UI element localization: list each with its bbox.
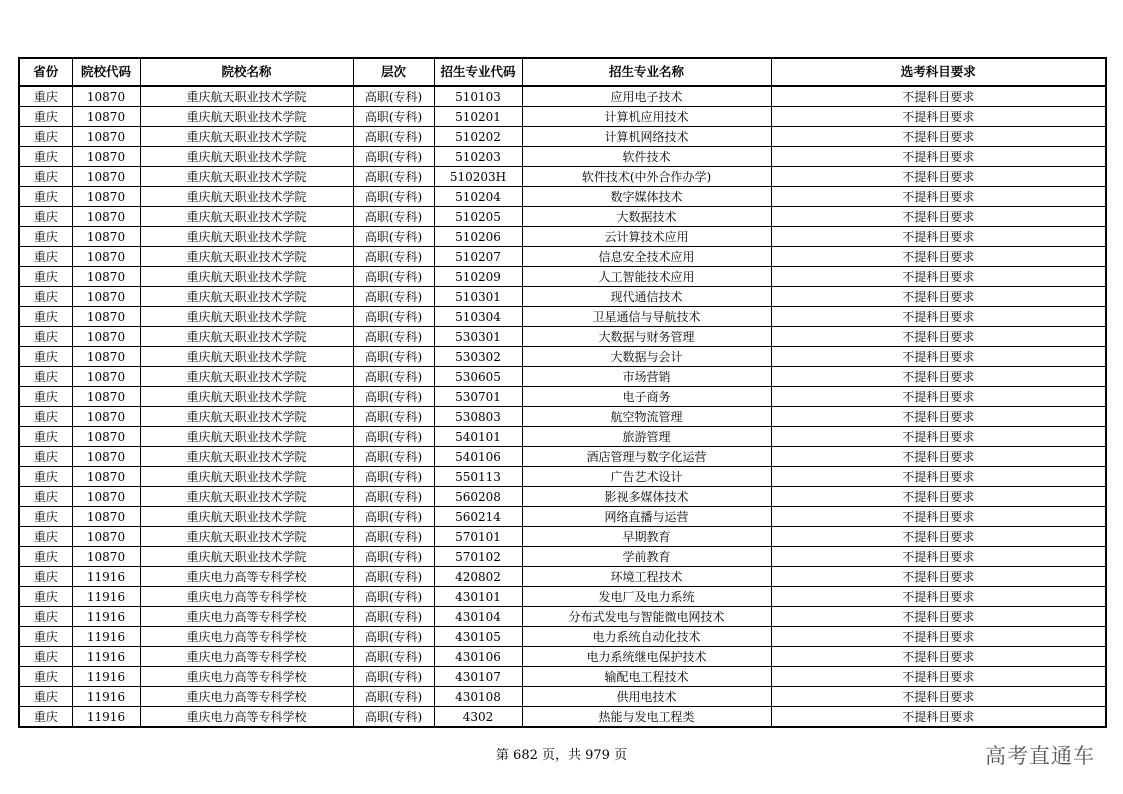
cell-school-code: 10870 [72, 427, 140, 447]
cell-major-code: 430106 [434, 647, 522, 667]
table-row [19, 367, 1106, 387]
cell-major-code: 560214 [434, 507, 522, 527]
cell-subject-requirement: 不提科目要求 [771, 167, 1106, 187]
cell-school-name: 重庆航天职业技术学院 [140, 487, 353, 507]
cell-major-name: 大数据与财务管理 [522, 327, 771, 347]
cell-level: 高职(专科) [353, 167, 434, 187]
cell-level: 高职(专科) [353, 287, 434, 307]
cell-level: 高职(专科) [353, 707, 434, 728]
cell-subject-requirement: 不提科目要求 [771, 647, 1106, 667]
table-body [19, 86, 1106, 727]
cell-school-code: 11916 [72, 707, 140, 728]
cell-school-name: 重庆航天职业技术学院 [140, 327, 353, 347]
cell-major-code: 430107 [434, 667, 522, 687]
cell-major-name: 电力系统继电保护技术 [522, 647, 771, 667]
cell-school-code: 10870 [72, 167, 140, 187]
cell-province: 重庆 [19, 547, 72, 567]
header-school-code: 院校代码 [72, 58, 140, 86]
cell-school-code: 10870 [72, 527, 140, 547]
cell-major-code: 530302 [434, 347, 522, 367]
cell-major-code: 510203 [434, 147, 522, 167]
cell-major-code: 510204 [434, 187, 522, 207]
cell-school-code: 10870 [72, 187, 140, 207]
cell-subject-requirement: 不提科目要求 [771, 607, 1106, 627]
cell-school-name: 重庆航天职业技术学院 [140, 347, 353, 367]
cell-province: 重庆 [19, 707, 72, 728]
cell-school-code: 10870 [72, 327, 140, 347]
cell-subject-requirement: 不提科目要求 [771, 427, 1106, 447]
cell-school-name: 重庆航天职业技术学院 [140, 387, 353, 407]
cell-school-name: 重庆航天职业技术学院 [140, 467, 353, 487]
cell-school-code: 11916 [72, 667, 140, 687]
cell-school-code: 11916 [72, 687, 140, 707]
cell-school-name: 重庆航天职业技术学院 [140, 267, 353, 287]
cell-school-code: 10870 [72, 347, 140, 367]
cell-major-code: 530605 [434, 367, 522, 387]
cell-major-code: 510203H [434, 167, 522, 187]
cell-school-code: 11916 [72, 627, 140, 647]
cell-major-name: 电力系统自动化技术 [522, 627, 771, 647]
table-row [19, 567, 1106, 587]
table-row [19, 167, 1106, 187]
cell-school-code: 10870 [72, 407, 140, 427]
cell-major-code: 420802 [434, 567, 522, 587]
cell-school-name: 重庆电力高等专科学校 [140, 587, 353, 607]
cell-level: 高职(专科) [353, 407, 434, 427]
cell-major-name: 数字媒体技术 [522, 187, 771, 207]
table-row [19, 667, 1106, 687]
table-row [19, 247, 1106, 267]
cell-school-name: 重庆航天职业技术学院 [140, 167, 353, 187]
cell-school-code: 10870 [72, 507, 140, 527]
cell-major-name: 航空物流管理 [522, 407, 771, 427]
table-row [19, 287, 1106, 307]
cell-major-code: 530301 [434, 327, 522, 347]
cell-province: 重庆 [19, 147, 72, 167]
cell-major-name: 输配电工程技术 [522, 667, 771, 687]
table-row [19, 447, 1106, 467]
header-subject-requirement: 选考科目要求 [771, 58, 1106, 86]
cell-school-name: 重庆电力高等专科学校 [140, 667, 353, 687]
cell-subject-requirement: 不提科目要求 [771, 547, 1106, 567]
cell-school-code: 10870 [72, 447, 140, 467]
cell-level: 高职(专科) [353, 547, 434, 567]
cell-subject-requirement: 不提科目要求 [771, 487, 1106, 507]
table-row [19, 487, 1106, 507]
cell-major-name: 网络直播与运营 [522, 507, 771, 527]
cell-province: 重庆 [19, 667, 72, 687]
cell-school-name: 重庆电力高等专科学校 [140, 687, 353, 707]
table-row [19, 547, 1106, 567]
cell-subject-requirement: 不提科目要求 [771, 327, 1106, 347]
cell-major-name: 大数据与会计 [522, 347, 771, 367]
cell-province: 重庆 [19, 507, 72, 527]
cell-school-code: 10870 [72, 307, 140, 327]
cell-province: 重庆 [19, 227, 72, 247]
cell-major-name: 人工智能技术应用 [522, 267, 771, 287]
cell-province: 重庆 [19, 447, 72, 467]
cell-province: 重庆 [19, 467, 72, 487]
cell-major-code: 430108 [434, 687, 522, 707]
cell-major-code: 530701 [434, 387, 522, 407]
table-header-row [19, 58, 1106, 86]
cell-school-code: 10870 [72, 127, 140, 147]
cell-province: 重庆 [19, 647, 72, 667]
cell-subject-requirement: 不提科目要求 [771, 707, 1106, 728]
cell-major-name: 应用电子技术 [522, 86, 771, 107]
watermark-text: 高考直通车 [985, 744, 1095, 768]
cell-school-name: 重庆航天职业技术学院 [140, 207, 353, 227]
cell-major-code: 530803 [434, 407, 522, 427]
cell-school-code: 10870 [72, 487, 140, 507]
cell-major-name: 酒店管理与数字化运营 [522, 447, 771, 467]
table-row [19, 207, 1106, 227]
cell-subject-requirement: 不提科目要求 [771, 307, 1106, 327]
cell-major-code: 540101 [434, 427, 522, 447]
cell-major-name: 广告艺术设计 [522, 467, 771, 487]
cell-major-name: 电子商务 [522, 387, 771, 407]
cell-level: 高职(专科) [353, 227, 434, 247]
cell-level: 高职(专科) [353, 86, 434, 107]
cell-province: 重庆 [19, 587, 72, 607]
cell-level: 高职(专科) [353, 607, 434, 627]
cell-major-code: 510206 [434, 227, 522, 247]
cell-province: 重庆 [19, 307, 72, 327]
cell-province: 重庆 [19, 407, 72, 427]
cell-school-name: 重庆航天职业技术学院 [140, 527, 353, 547]
cell-school-code: 10870 [72, 147, 140, 167]
cell-province: 重庆 [19, 267, 72, 287]
cell-school-name: 重庆电力高等专科学校 [140, 567, 353, 587]
cell-subject-requirement: 不提科目要求 [771, 527, 1106, 547]
cell-school-code: 10870 [72, 227, 140, 247]
cell-province: 重庆 [19, 347, 72, 367]
cell-level: 高职(专科) [353, 147, 434, 167]
header-major-code: 招生专业代码 [434, 58, 522, 86]
cell-school-code: 10870 [72, 247, 140, 267]
cell-school-code: 10870 [72, 107, 140, 127]
cell-major-name: 现代通信技术 [522, 287, 771, 307]
cell-major-name: 软件技术 [522, 147, 771, 167]
cell-major-code: 430104 [434, 607, 522, 627]
cell-level: 高职(专科) [353, 487, 434, 507]
cell-major-code: 510202 [434, 127, 522, 147]
cell-province: 重庆 [19, 247, 72, 267]
cell-major-code: 510304 [434, 307, 522, 327]
cell-level: 高职(专科) [353, 687, 434, 707]
cell-province: 重庆 [19, 287, 72, 307]
cell-major-name: 计算机应用技术 [522, 107, 771, 127]
cell-major-code: 560208 [434, 487, 522, 507]
cell-school-name: 重庆航天职业技术学院 [140, 307, 353, 327]
cell-school-name: 重庆航天职业技术学院 [140, 86, 353, 107]
cell-school-code: 11916 [72, 607, 140, 627]
cell-subject-requirement: 不提科目要求 [771, 347, 1106, 367]
cell-subject-requirement: 不提科目要求 [771, 107, 1106, 127]
cell-subject-requirement: 不提科目要求 [771, 227, 1106, 247]
cell-province: 重庆 [19, 107, 72, 127]
cell-major-name: 市场营销 [522, 367, 771, 387]
cell-major-name: 计算机网络技术 [522, 127, 771, 147]
cell-level: 高职(专科) [353, 347, 434, 367]
cell-province: 重庆 [19, 187, 72, 207]
cell-subject-requirement: 不提科目要求 [771, 667, 1106, 687]
cell-school-name: 重庆航天职业技术学院 [140, 227, 353, 247]
table-row [19, 327, 1106, 347]
cell-province: 重庆 [19, 207, 72, 227]
cell-major-code: 510207 [434, 247, 522, 267]
cell-school-name: 重庆航天职业技术学院 [140, 367, 353, 387]
cell-major-code: 4302 [434, 707, 522, 728]
cell-major-code: 570102 [434, 547, 522, 567]
cell-major-code: 430101 [434, 587, 522, 607]
table-row [19, 707, 1106, 728]
table-row [19, 127, 1106, 147]
cell-school-name: 重庆航天职业技术学院 [140, 147, 353, 167]
cell-major-name: 影视多媒体技术 [522, 487, 771, 507]
table-row [19, 407, 1106, 427]
table-row [19, 587, 1106, 607]
header-major-name: 招生专业名称 [522, 58, 771, 86]
cell-major-code: 510205 [434, 207, 522, 227]
cell-subject-requirement: 不提科目要求 [771, 447, 1106, 467]
cell-province: 重庆 [19, 127, 72, 147]
table-row [19, 687, 1106, 707]
cell-level: 高职(专科) [353, 427, 434, 447]
cell-subject-requirement: 不提科目要求 [771, 187, 1106, 207]
cell-school-name: 重庆航天职业技术学院 [140, 287, 353, 307]
cell-level: 高职(专科) [353, 527, 434, 547]
table-row [19, 607, 1106, 627]
cell-major-name: 信息安全技术应用 [522, 247, 771, 267]
cell-subject-requirement: 不提科目要求 [771, 407, 1106, 427]
cell-major-name: 供用电技术 [522, 687, 771, 707]
cell-school-code: 10870 [72, 287, 140, 307]
cell-school-name: 重庆电力高等专科学校 [140, 647, 353, 667]
table-row [19, 647, 1106, 667]
cell-school-code: 10870 [72, 267, 140, 287]
cell-level: 高职(专科) [353, 107, 434, 127]
cell-level: 高职(专科) [353, 327, 434, 347]
table-row [19, 307, 1106, 327]
cell-subject-requirement: 不提科目要求 [771, 507, 1106, 527]
table-row [19, 527, 1106, 547]
cell-major-name: 分布式发电与智能微电网技术 [522, 607, 771, 627]
cell-province: 重庆 [19, 687, 72, 707]
cell-major-code: 430105 [434, 627, 522, 647]
table-row [19, 427, 1106, 447]
cell-level: 高职(专科) [353, 567, 434, 587]
cell-subject-requirement: 不提科目要求 [771, 247, 1106, 267]
cell-school-code: 11916 [72, 567, 140, 587]
cell-major-name: 旅游管理 [522, 427, 771, 447]
cell-level: 高职(专科) [353, 627, 434, 647]
cell-subject-requirement: 不提科目要求 [771, 687, 1106, 707]
cell-level: 高职(专科) [353, 267, 434, 287]
cell-province: 重庆 [19, 567, 72, 587]
table-row [19, 187, 1106, 207]
header-level: 层次 [353, 58, 434, 86]
cell-school-code: 10870 [72, 86, 140, 107]
cell-major-name: 早期教育 [522, 527, 771, 547]
cell-level: 高职(专科) [353, 367, 434, 387]
cell-school-name: 重庆航天职业技术学院 [140, 447, 353, 467]
cell-major-name: 软件技术(中外合作办学) [522, 167, 771, 187]
cell-school-code: 10870 [72, 467, 140, 487]
table-row [19, 507, 1106, 527]
table-row [19, 347, 1106, 367]
cell-subject-requirement: 不提科目要求 [771, 127, 1106, 147]
cell-major-name: 卫星通信与导航技术 [522, 307, 771, 327]
cell-province: 重庆 [19, 427, 72, 447]
cell-subject-requirement: 不提科目要求 [771, 207, 1106, 227]
cell-major-code: 510301 [434, 287, 522, 307]
cell-province: 重庆 [19, 327, 72, 347]
cell-level: 高职(专科) [353, 647, 434, 667]
cell-level: 高职(专科) [353, 667, 434, 687]
cell-province: 重庆 [19, 167, 72, 187]
cell-school-code: 11916 [72, 647, 140, 667]
cell-province: 重庆 [19, 607, 72, 627]
cell-major-name: 大数据技术 [522, 207, 771, 227]
cell-province: 重庆 [19, 367, 72, 387]
cell-subject-requirement: 不提科目要求 [771, 467, 1106, 487]
cell-major-name: 热能与发电工程类 [522, 707, 771, 728]
cell-level: 高职(专科) [353, 387, 434, 407]
cell-school-name: 重庆航天职业技术学院 [140, 507, 353, 527]
table-row [19, 147, 1106, 167]
table-row [19, 267, 1106, 287]
cell-school-name: 重庆电力高等专科学校 [140, 627, 353, 647]
cell-school-name: 重庆航天职业技术学院 [140, 427, 353, 447]
cell-level: 高职(专科) [353, 507, 434, 527]
cell-major-name: 学前教育 [522, 547, 771, 567]
page-number: 第 682 页，共 979 页 [495, 748, 628, 763]
cell-school-code: 10870 [72, 207, 140, 227]
cell-subject-requirement: 不提科目要求 [771, 267, 1106, 287]
cell-level: 高职(专科) [353, 307, 434, 327]
cell-level: 高职(专科) [353, 247, 434, 267]
cell-school-code: 11916 [72, 587, 140, 607]
cell-school-name: 重庆航天职业技术学院 [140, 247, 353, 267]
cell-school-code: 10870 [72, 547, 140, 567]
cell-school-name: 重庆航天职业技术学院 [140, 107, 353, 127]
cell-major-name: 发电厂及电力系统 [522, 587, 771, 607]
cell-province: 重庆 [19, 627, 72, 647]
cell-subject-requirement: 不提科目要求 [771, 587, 1106, 607]
cell-school-name: 重庆航天职业技术学院 [140, 127, 353, 147]
cell-school-code: 10870 [72, 367, 140, 387]
cell-province: 重庆 [19, 387, 72, 407]
table-row [19, 627, 1106, 647]
enrollment-table [18, 57, 1107, 728]
cell-level: 高职(专科) [353, 587, 434, 607]
cell-province: 重庆 [19, 527, 72, 547]
cell-major-code: 510201 [434, 107, 522, 127]
cell-major-name: 云计算技术应用 [522, 227, 771, 247]
cell-province: 重庆 [19, 487, 72, 507]
cell-level: 高职(专科) [353, 447, 434, 467]
cell-subject-requirement: 不提科目要求 [771, 627, 1106, 647]
table-row [19, 387, 1106, 407]
cell-level: 高职(专科) [353, 207, 434, 227]
cell-major-name: 环境工程技术 [522, 567, 771, 587]
cell-subject-requirement: 不提科目要求 [771, 86, 1106, 107]
header-school-name: 院校名称 [140, 58, 353, 86]
cell-subject-requirement: 不提科目要求 [771, 147, 1106, 167]
table-row [19, 107, 1106, 127]
cell-school-name: 重庆航天职业技术学院 [140, 547, 353, 567]
cell-major-code: 540106 [434, 447, 522, 467]
cell-major-code: 570101 [434, 527, 522, 547]
table-row [19, 467, 1106, 487]
cell-subject-requirement: 不提科目要求 [771, 567, 1106, 587]
cell-school-code: 10870 [72, 387, 140, 407]
header-province: 省份 [19, 58, 72, 86]
cell-school-name: 重庆电力高等专科学校 [140, 707, 353, 728]
table-row [19, 227, 1106, 247]
cell-school-name: 重庆航天职业技术学院 [140, 407, 353, 427]
cell-major-code: 510103 [434, 86, 522, 107]
cell-level: 高职(专科) [353, 127, 434, 147]
cell-subject-requirement: 不提科目要求 [771, 367, 1106, 387]
table-row [19, 86, 1106, 107]
cell-school-name: 重庆电力高等专科学校 [140, 607, 353, 627]
cell-level: 高职(专科) [353, 187, 434, 207]
cell-province: 重庆 [19, 86, 72, 107]
cell-major-code: 550113 [434, 467, 522, 487]
cell-level: 高职(专科) [353, 467, 434, 487]
cell-major-code: 510209 [434, 267, 522, 287]
cell-school-name: 重庆航天职业技术学院 [140, 187, 353, 207]
cell-subject-requirement: 不提科目要求 [771, 287, 1106, 307]
cell-subject-requirement: 不提科目要求 [771, 387, 1106, 407]
